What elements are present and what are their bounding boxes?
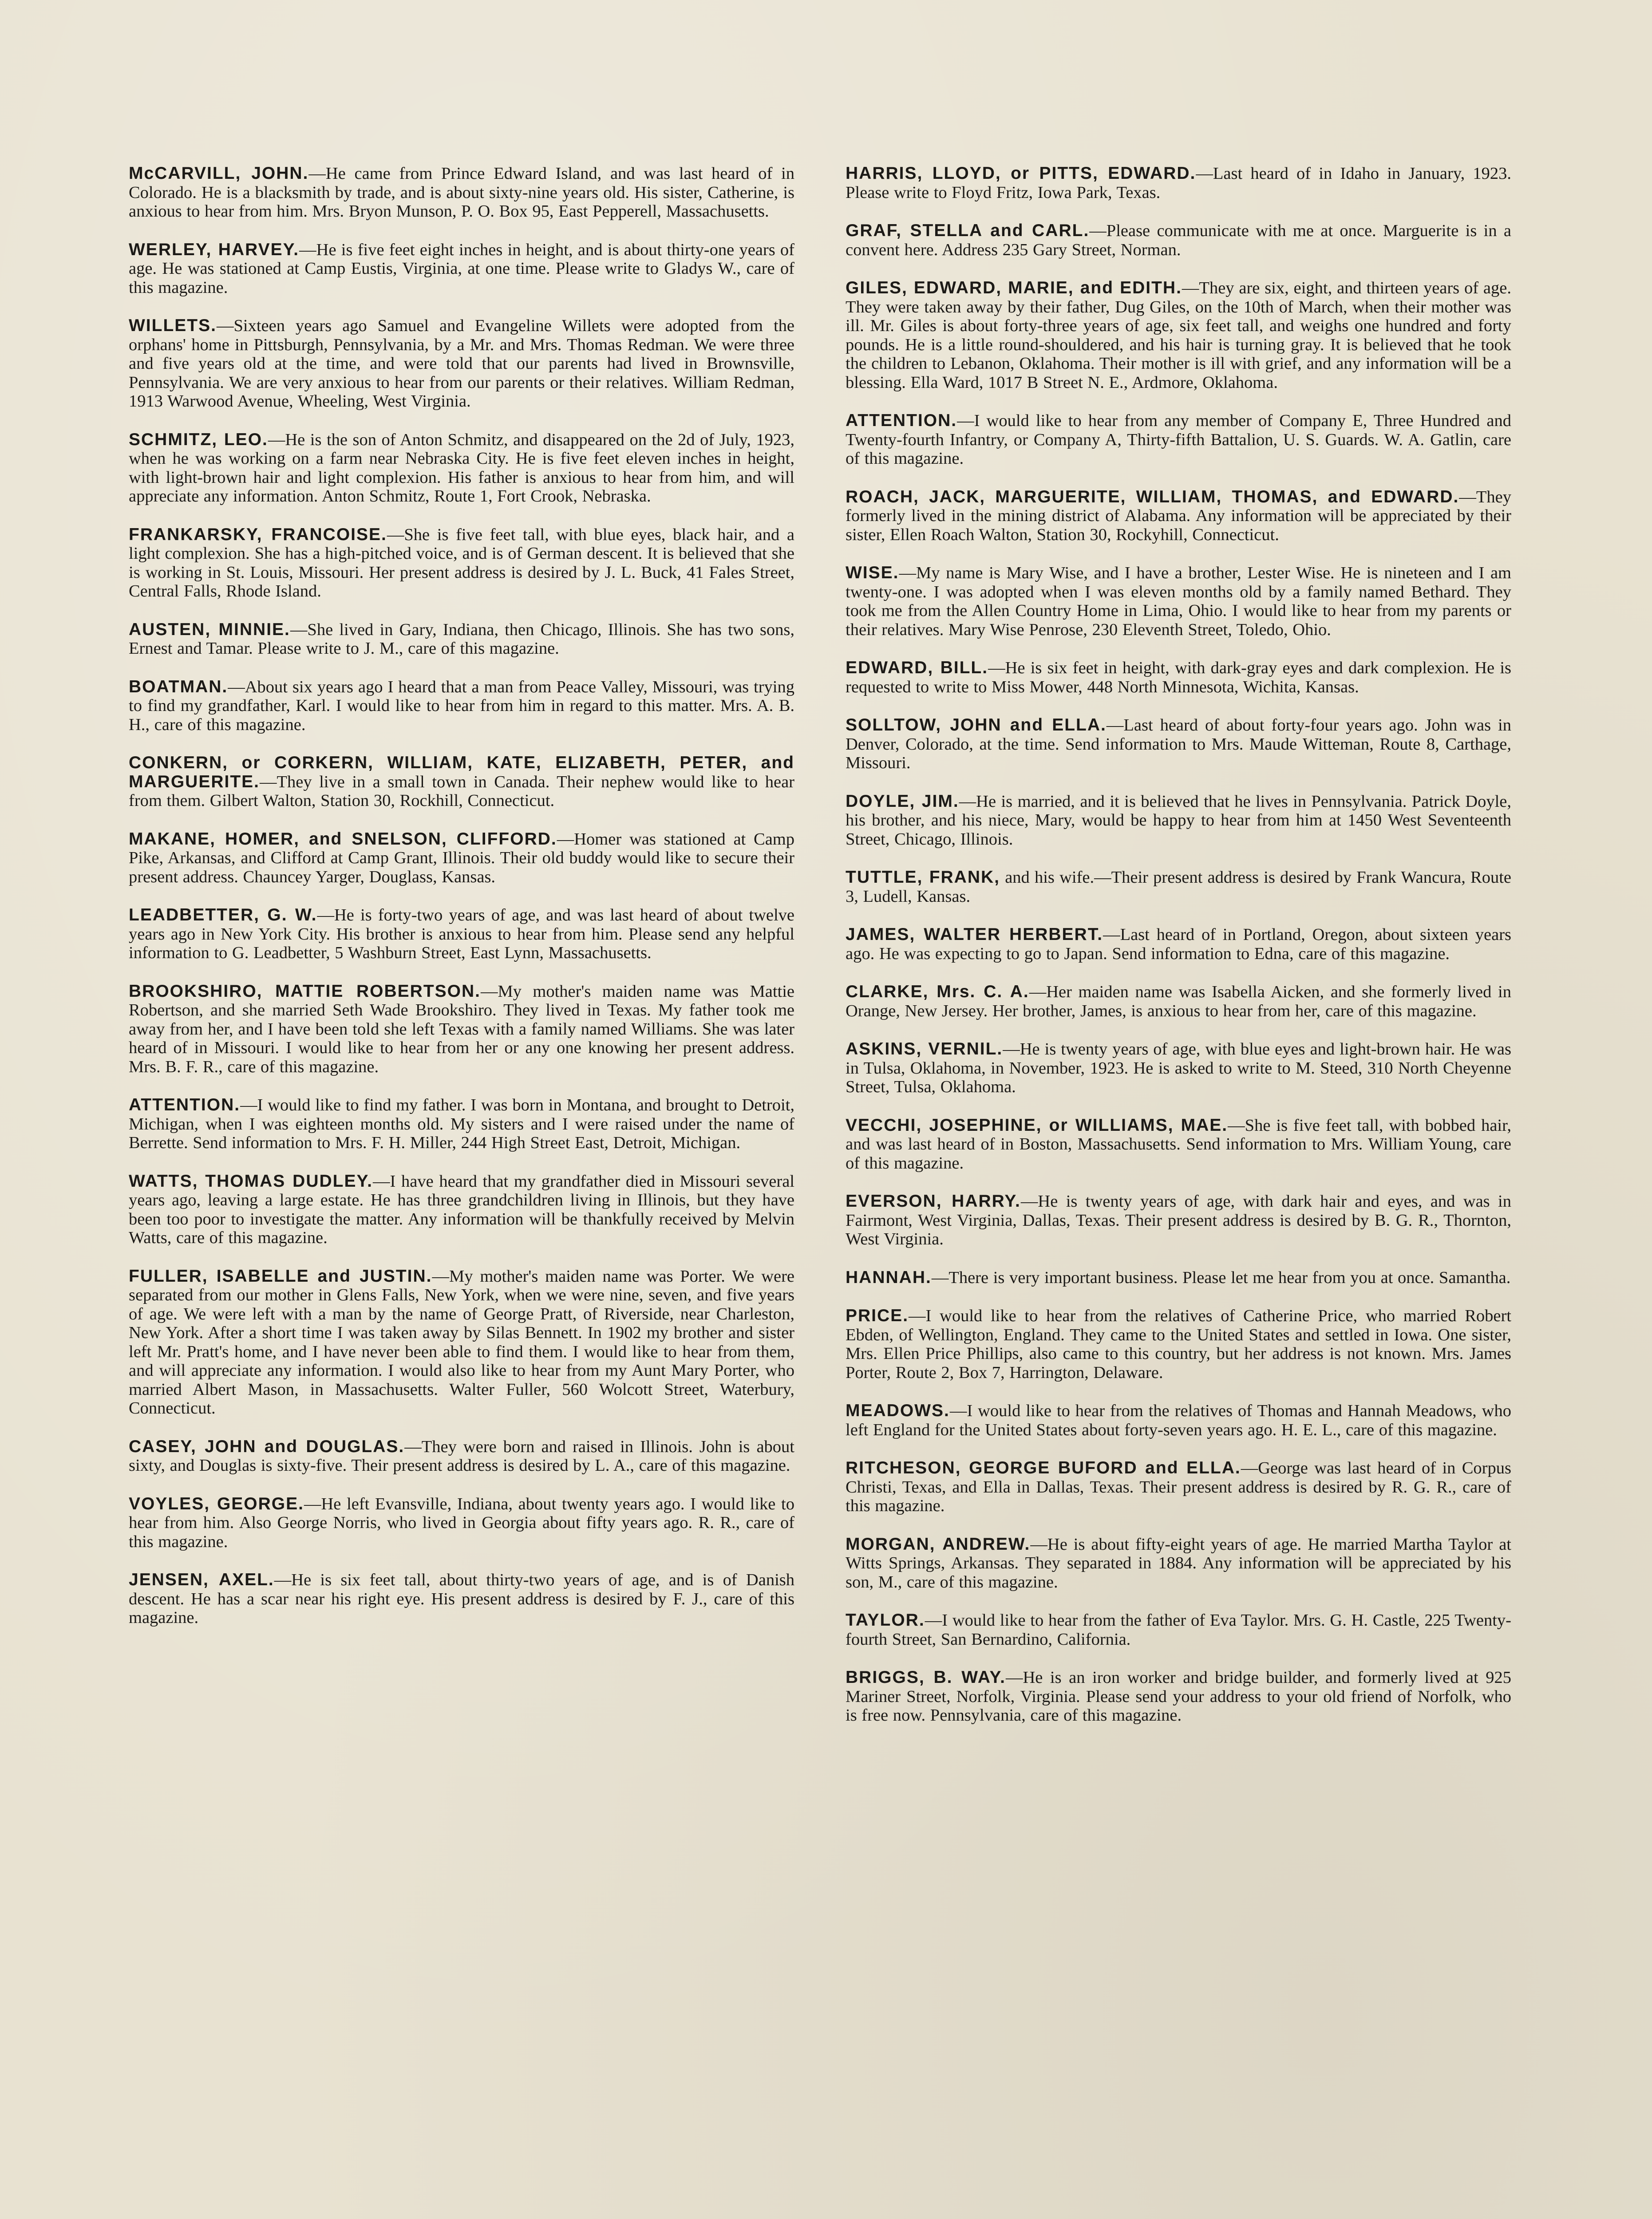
notice-text: —They are six, eight, and thirteen years of age. They were taken away by their father, Dug Giles, on the 10th of March, when their mother was ill. Mr. Giles is about forty-three years of age, six feet tall, and weighs one hundred and forty pounds. He is a little round-shouldered, and his hair is turning gray. It is believed that he took the children to Lebanon, Oklahoma. Their mother is ill with grief, and any information will be a blessing. Ella Ward, 1017 B Street N. E., Ardmore, Oklahoma. <box>846 279 1511 392</box>
notice-entry <box>129 1172 794 1248</box>
notice-text: —He is six feet in height, with dark-gray eyes and dark complexion. He is requested to write to Miss Mower, 448 North Minnesota, Wichita, Kansas. <box>846 659 1512 696</box>
notice-entry <box>129 754 794 810</box>
notice-name: JENSEN, AXEL. <box>129 1570 274 1589</box>
notice-entry <box>846 792 1511 849</box>
notice-name: CLARKE, Mrs. C. A. <box>846 982 1029 1001</box>
notice-entry <box>846 279 1511 392</box>
notice-name: CASEY, JOHN and DOUGLAS. <box>129 1437 405 1456</box>
notice-entry <box>129 525 794 601</box>
notice-entry <box>129 906 794 963</box>
notice-entry <box>846 659 1511 696</box>
notice-name: WERLEY, HARVEY. <box>129 240 300 259</box>
notice-text: —He came from Prince Edward Island, and was last heard of in Colorado. He is a blacksmith by trade, and is about sixty-nine years old. His sister, Catherine, is anxious to hear from him. Mrs. Bryon Munson, P. O. Box 95, East Pepperell, Massachusetts. <box>129 164 794 221</box>
notice-entry <box>846 488 1511 545</box>
notice-name: ATTENTION. <box>129 1095 241 1114</box>
notice-entry <box>846 1535 1511 1592</box>
notice-text: —Last heard of about forty-four years ago. John was in Denver, Colorado, at the time. Send information to Mrs. Maude Witteman, Route 8, Carthage, Missouri. <box>846 716 1512 772</box>
notice-entry <box>129 164 794 221</box>
notice-text: —He is about fifty-eight years of age. He married Martha Taylor at Witts Springs, Arkansas. They separated in 1884. Any information will be appreciated by his son, M., care of this magazine. <box>846 1535 1511 1591</box>
notice-name: HARRIS, LLOYD, or PITTS, EDWARD. <box>846 164 1196 183</box>
notice-name: VECCHI, JOSEPHINE, or WILLIAMS, MAE. <box>846 1115 1228 1135</box>
notice-name: TAYLOR. <box>846 1611 925 1630</box>
notice-entry <box>129 1571 794 1627</box>
notice-name: DOYLE, JIM. <box>846 791 959 811</box>
notice-text: —I would like to hear from the relatives of Catherine Price, who married Robert Ebden, of Wellington, England. They came to the United States and settled in Iowa. One sister, Mrs. Ellen Price Phillips, also came to this country, but her address is not known. Mrs. James Porter, Route 2, Box 7, Harrington, Delaware. <box>846 1307 1511 1382</box>
notice-text: —He is six feet tall, about thirty-two years of age, and is of Danish descent. He has a scar near his right eye. His present address is desired by F. J., care of this magazine. <box>129 1571 794 1627</box>
notice-name: WATTS, THOMAS DUDLEY. <box>129 1171 373 1191</box>
notice-text: —I would like to hear from any member of Company E, Three Hundred and Twenty-fourth Infantry, or Company A, Thirty-fifth Battalion, U. S. Guards. W. A. Gatlin, care of this magazine. <box>846 411 1511 468</box>
notice-entry <box>846 1459 1511 1516</box>
notice-name: GRAF, STELLA and CARL. <box>846 221 1090 240</box>
notice-entry <box>846 1192 1511 1249</box>
notice-entry <box>846 1116 1511 1173</box>
notice-text: —I would like to hear from the relatives of Thomas and Hannah Meadows, who left England for the United States about forty-seven years ago. H. E. L., care of this magazine. <box>846 1402 1511 1439</box>
notice-text: —He is married, and it is believed that he lives in Pennsylvania. Patrick Doyle, his brother, and his niece, Mary, would be happy to hear from him at 1450 West Seventeenth Street, Chicago, Illinois. <box>846 792 1511 849</box>
notice-text: —Last heard of in Portland, Oregon, about sixteen years ago. He was expecting to go to Japan. Send information to Edna, care of this magazine. <box>846 925 1511 963</box>
notice-name: TUTTLE, FRANK, <box>846 868 1000 887</box>
notice-text: —About six years ago I heard that a man from Peace Valley, Missouri, was trying to find my grandfather, Karl. I would like to hear from him in regard to this matter. Mrs. A. B. H., care of this magazine. <box>129 677 794 734</box>
notice-text: —He is five feet eight inches in height, and is about thirty-one years of age. He was stationed at Camp Eustis, Virginia, at one time. Please write to Gladys W., care of this magazine. <box>129 240 795 297</box>
notice-text: —They were born and raised in Illinois. John is about sixty, and Douglas is sixty-five. Their present address is desired by L. A., care of this magazine. <box>129 1437 794 1475</box>
notice-text: —She is five feet tall, with bobbed hair, and was last heard of in Boston, Massachusetts. Send information to Mrs. William Young, care of this magazine. <box>846 1116 1512 1173</box>
notice-text: —He is the son of Anton Schmitz, and disappeared on the 2d of July, 1923, when he was working on a farm near Nebraska City. He is five feet eleven inches in height, with light-brown hair and light complexion. His father is anxious to hear from him, and will appreciate any information. Anton Schmitz, Route 1, Fort Crook, Nebraska. <box>129 430 794 505</box>
notice-name: HANNAH. <box>846 1267 932 1287</box>
notice-name: VOYLES, GEORGE. <box>129 1494 304 1513</box>
notice-entry <box>846 1307 1511 1382</box>
notice-text: —There is very important business. Please let me hear from you at once. Samantha. <box>931 1268 1511 1287</box>
notice-text: —My mother's maiden name was Mattie Robertson, and she married Seth Wade Brookshiro. They lived in Texas. My father took me away from her, and I have been told she left Texas with a family named Williams. She was later heard of in Missouri. I would like to hear from her or any one knowing her present address. Mrs. B. F. R., care of this magazine. <box>129 982 794 1076</box>
right-column <box>846 164 1511 1745</box>
notice-entry <box>846 411 1511 468</box>
notice-name: CONKERN, or CORKERN, WILLIAM, KATE, ELIZABETH, PETER, and MARGUERITE. <box>129 753 794 791</box>
notice-text: —My mother's maiden name was Porter. We were separated from our mother in Glens Falls, New York, when we were nine, seven, and five years of age. We were left with a man by the name of George Pratt, of Riverside, near Charleston, New York. After a short time I was taken away by Silas Bennett. In 1902 my brother and sister left Mr. Pratt's home, and I have never been able to find them. I would like to hear from them, and will appreciate any information. I would also like to hear from my Aunt Mary Porter, who married Albert Mason, in Massachusetts. Walter Fuller, 560 Wolcott Street, Waterbury, Connecticut. <box>129 1267 794 1417</box>
notice-entry <box>129 1267 794 1418</box>
notice-entry <box>129 1495 794 1552</box>
notice-name: McCARVILL, JOHN. <box>129 164 309 183</box>
notice-entry <box>129 241 794 297</box>
notice-name: GILES, EDWARD, MARIE, and EDITH. <box>846 278 1182 297</box>
notice-entry <box>846 868 1511 906</box>
notice-text: —Please communicate with me at once. Marguerite is in a convent here. Address 235 Gary Street, Norman. <box>846 221 1511 259</box>
notice-name: BOATMAN. <box>129 677 228 696</box>
notice-text: —Her maiden name was Isabella Aicken, and she formerly lived in Orange, New Jersey. Her brother, James, is anxious to hear from her, care of this magazine. <box>846 983 1511 1020</box>
notice-name: WISE. <box>846 563 899 582</box>
notice-entry <box>129 620 794 658</box>
notice-name: BRIGGS, B. WAY. <box>846 1668 1006 1687</box>
notice-name: AUSTEN, MINNIE. <box>129 620 290 639</box>
notice-name: MAKANE, HOMER, and SNELSON, CLIFFORD. <box>129 829 557 849</box>
notice-text: —George was last heard of in Corpus Christi, Texas, and Ella in Dallas, Texas. Their present address is desired by R. G. R., care of this magazine. <box>846 1459 1511 1515</box>
notice-text: —Homer was stationed at Camp Pike, Arkansas, and Clifford at Camp Grant, Illinois. Their old buddy would like to secure their present address. Chauncey Yarger, Douglass, Kansas. <box>129 829 794 886</box>
notice-name: RITCHESON, GEORGE BUFORD and ELLA. <box>846 1458 1241 1477</box>
notice-entry <box>846 1268 1511 1287</box>
notice-text: —He is twenty years of age, with dark hair and eyes, and was in Fairmont, West Virginia, Dallas, Texas. Their present address is desired by B. G. R., Thornton, West Virginia. <box>846 1192 1512 1248</box>
notice-entry <box>129 982 794 1077</box>
notice-text: —My name is Mary Wise, and I have a brother, Lester Wise. He is nineteen and I am twenty-one. I was adopted when I was eleven months old by a family named Bethard. They took me from the Allen Country Home in Lima, Ohio. I would like to hear from my parents or their relatives. Mary Wise Penrose, 230 Eleventh Street, Toledo, Ohio. <box>846 564 1511 639</box>
notice-text: —They live in a small town in Canada. Their nephew would like to hear from them. Gilbert Walton, Station 30, Rockhill, Connecticut. <box>129 772 794 810</box>
notice-text: —He is twenty years of age, with blue eyes and light-brown hair. He was in Tulsa, Oklahoma, in November, 1923. He is asked to write to M. Steed, 310 North Cheyenne Street, Tulsa, Oklahoma. <box>846 1040 1512 1096</box>
notice-entry <box>846 983 1511 1020</box>
notice-name: LEADBETTER, G. W. <box>129 905 317 924</box>
notice-entry <box>846 925 1511 963</box>
notice-name: MEADOWS. <box>846 1401 950 1420</box>
notice-name: ASKINS, VERNIL. <box>846 1039 1003 1058</box>
notice-entry <box>129 678 794 734</box>
notice-name: EVERSON, HARRY. <box>846 1192 1021 1211</box>
notice-entry <box>129 1096 794 1153</box>
notice-text: —He is forty-two years of age, and was last heard of about twelve years ago in New York City. His brother is anxious to hear from him. Please send any helpful information to G. Leadbetter, 5 Washburn Street, East Lynn, Massachusetts. <box>129 906 794 962</box>
notice-entry <box>129 830 794 887</box>
notice-name: FULLER, ISABELLE and JUSTIN. <box>129 1266 432 1286</box>
notice-text: —I would like to hear from the father of Eva Taylor. Mrs. G. H. Castle, 225 Twenty-fourth Street, San Bernardino, California. <box>846 1611 1511 1649</box>
notice-text: —I have heard that my grandfather died in Missouri several years ago, leaving a large estate. He has three grandchildren living in Illinois, but they have been too poor to investigate the matter. Any information will be thankfully received by Melvin Watts, care of this magazine. <box>129 1172 794 1247</box>
notice-entry <box>129 430 794 506</box>
notice-entry <box>846 221 1511 259</box>
notice-text: —She lived in Gary, Indiana, then Chicago, Illinois. She has two sons, Ernest and Tamar. Please write to J. M., care of this magazine. <box>129 620 794 658</box>
notice-text: —I would like to find my father. I was born in Montana, and brought to Detroit, Michigan, when I was eighteen months old. My sisters and I were raised under the name of Berrette. Send information to Mrs. F. H. Miller, 244 High Street East, Detroit, Michigan. <box>129 1096 794 1152</box>
notice-text: —He left Evansville, Indiana, about twenty years ago. I would like to hear from him. Also George Norris, who lived in Georgia about fifty years ago. R. R., care of this magazine. <box>129 1494 794 1551</box>
notice-text: —Last heard of in Idaho in January, 1923. Please write to Floyd Fritz, Iowa Park, Texas. <box>846 164 1511 202</box>
notice-entry <box>129 316 794 411</box>
notice-entry <box>846 1611 1511 1649</box>
notice-text: —She is five feet tall, with blue eyes, black hair, and a light complexion. She has a high-pitched voice, and is of German descent. It is believed that she is working in St. Louis, Missouri. Her present address is desired by J. L. Buck, 41 Fales Street, Central Falls, Rhode Island. <box>129 525 794 600</box>
notice-name: BROOKSHIRO, MATTIE ROBERTSON. <box>129 981 481 1001</box>
notice-entry <box>846 716 1511 773</box>
notice-name: ROACH, JACK, MARGUERITE, WILLIAM, THOMAS, and EDWARD. <box>846 487 1459 506</box>
notice-name: MORGAN, ANDREW. <box>846 1534 1031 1554</box>
notice-entry <box>846 1402 1511 1439</box>
left-column <box>129 164 794 1647</box>
notice-text: —Sixteen years ago Samuel and Evangeline Willets were adopted from the orphans' home in Pittsburgh, Pennsylvania, by a Mr. and Mrs. Thomas Redman. We were three and five years old at the time, and were told that our parents had lived in Brownsville, Pennsylvania. We are very anxious to hear from our parents or their relatives. William Redman, 1913 Warwood Avenue, Wheeling, West Virginia. <box>129 316 794 411</box>
notice-name: JAMES, WALTER HERBERT. <box>846 925 1103 944</box>
notice-name: WILLETS. <box>129 316 217 335</box>
notice-entry <box>846 164 1511 202</box>
notice-name: FRANKARSKY, FRANCOISE. <box>129 525 387 544</box>
notice-name: PRICE. <box>846 1306 909 1325</box>
notice-entry <box>846 1668 1511 1725</box>
notice-text: —He is an iron worker and bridge builder, and formerly lived at 925 Mariner Street, Norfolk, Virginia. Please send your address to your old friend of Norfolk, who is free now. Pennsylvania, care of this magazine. <box>846 1668 1511 1725</box>
notice-text: and his wife.—Their present address is desired by Frank Wancura, Route 3, Ludell, Kansas. <box>846 868 1511 906</box>
notice-name: EDWARD, BILL. <box>846 658 988 677</box>
notice-entry <box>129 1437 794 1475</box>
notice-name: ATTENTION. <box>846 411 957 430</box>
notice-text: —They formerly lived in the mining district of Alabama. Any information will be appreciated by their sister, Ellen Roach Walton, Station 30, Rockyhill, Connecticut. <box>846 487 1511 544</box>
notice-name: SOLLTOW, JOHN and ELLA. <box>846 715 1107 734</box>
notice-entry <box>846 564 1511 639</box>
notice-entry <box>846 1040 1511 1097</box>
notice-name: SCHMITZ, LEO. <box>129 430 268 449</box>
